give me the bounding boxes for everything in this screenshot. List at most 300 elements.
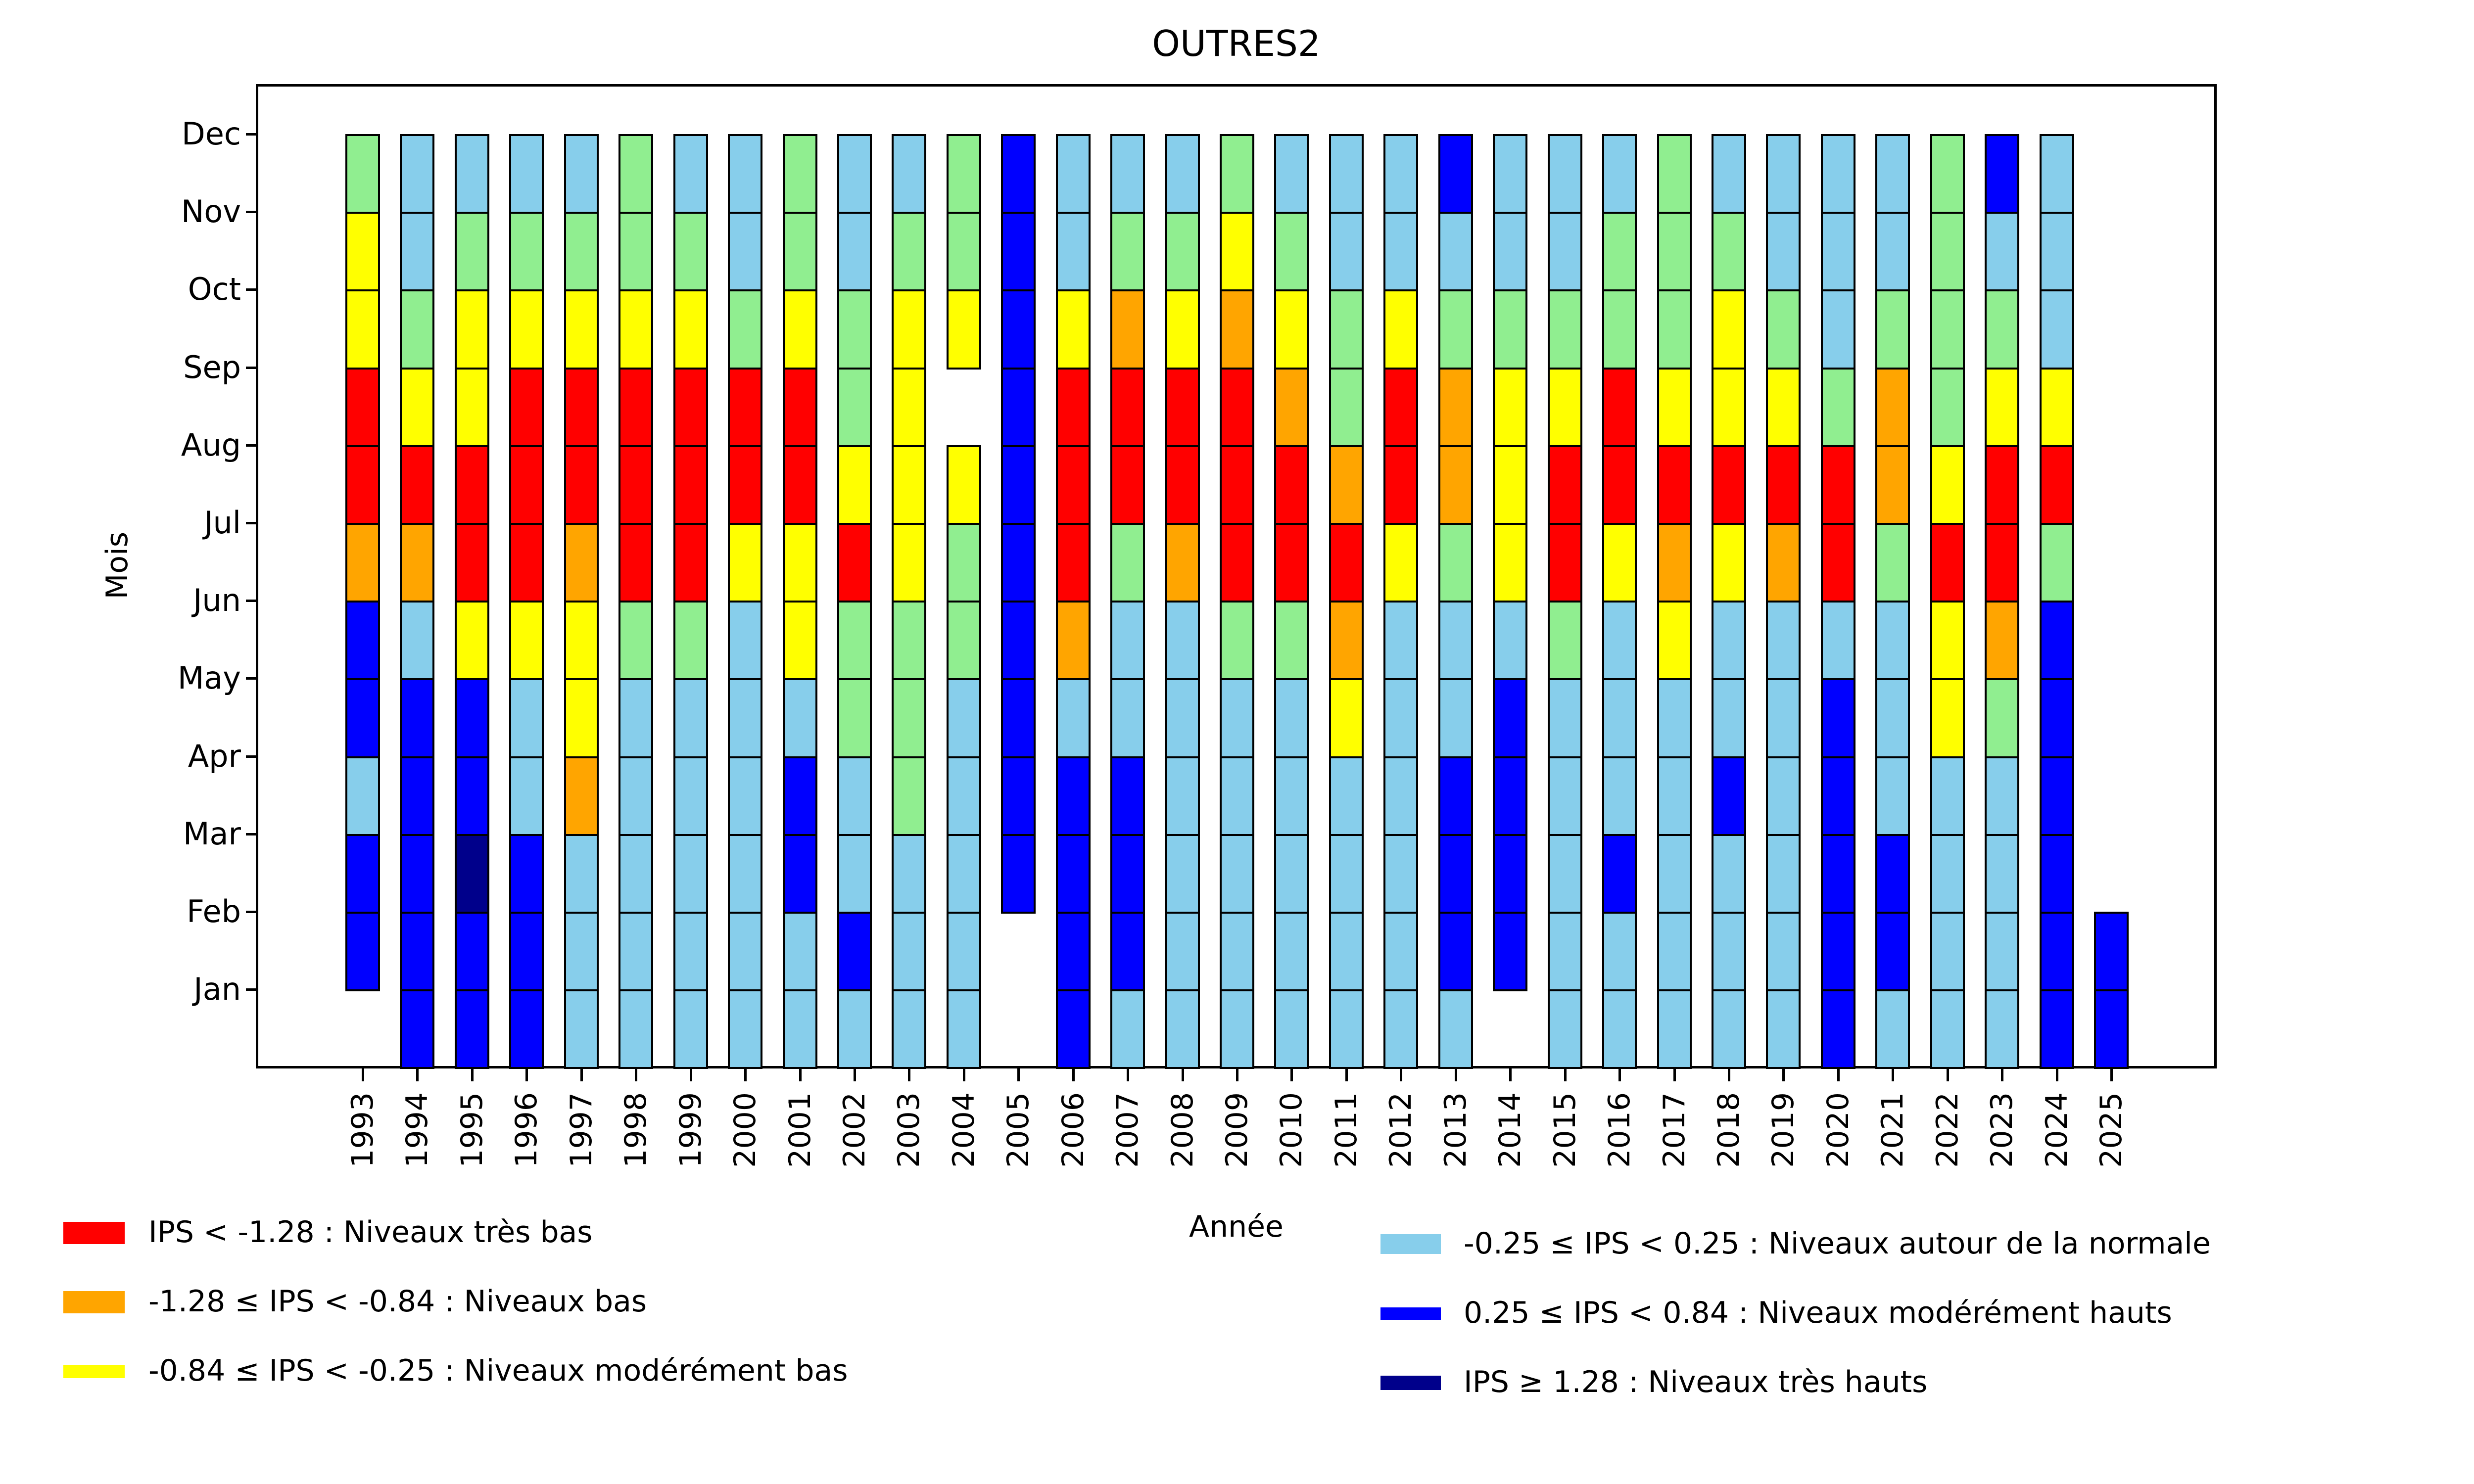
heatmap-cell (1056, 834, 1091, 914)
heatmap-cell (1274, 834, 1309, 914)
heatmap-cell (673, 601, 708, 680)
heatmap-cell (455, 134, 489, 214)
heatmap-cell (509, 912, 544, 991)
heatmap-cell (1110, 678, 1145, 758)
heatmap-cell (1985, 756, 2019, 836)
heatmap-cell (345, 212, 380, 291)
y-tick (246, 911, 256, 913)
heatmap-cell (892, 834, 926, 914)
heatmap-cell (1766, 912, 1801, 991)
x-tick (1564, 1068, 1567, 1081)
heatmap-cell (345, 523, 380, 603)
heatmap-cell (618, 134, 653, 214)
heatmap-cell (1821, 368, 1856, 447)
heatmap-cell (1001, 368, 1036, 447)
heatmap-cell (564, 989, 599, 1069)
heatmap-cell (400, 989, 434, 1069)
year-tick-label: 2007 (1110, 1092, 1145, 1168)
heatmap-cell (1657, 368, 1692, 447)
heatmap-cell (1712, 445, 1746, 525)
heatmap-cell (2040, 678, 2074, 758)
x-tick (1947, 1068, 1949, 1081)
heatmap-cell (1657, 212, 1692, 291)
x-tick (1182, 1068, 1184, 1081)
heatmap-cell (1329, 368, 1364, 447)
y-tick (246, 367, 256, 369)
heatmap-cell (1985, 912, 2019, 991)
heatmap-cell (618, 834, 653, 914)
heatmap-cell (947, 834, 981, 914)
month-tick-label: Oct (188, 271, 241, 308)
heatmap-cell (1383, 756, 1418, 836)
legend-swatch-tb-icon (63, 1222, 125, 1244)
heatmap-cell (618, 989, 653, 1069)
heatmap-cell (1930, 134, 1965, 214)
heatmap-cell (2040, 756, 2074, 836)
year-tick-label: 1996 (509, 1092, 544, 1168)
heatmap-cell (1985, 834, 2019, 914)
heatmap-cell (1165, 601, 1200, 680)
heatmap-cell (1329, 756, 1364, 836)
heatmap-cell (837, 601, 872, 680)
heatmap-cell (728, 212, 762, 291)
heatmap-cell (1930, 678, 1965, 758)
heatmap-cell (728, 601, 762, 680)
heatmap-cell (400, 834, 434, 914)
x-tick (799, 1068, 802, 1081)
heatmap-cell (400, 678, 434, 758)
heatmap-cell (400, 445, 434, 525)
heatmap-cell (1001, 289, 1036, 369)
heatmap-cell (455, 523, 489, 603)
heatmap-cell (1056, 445, 1091, 525)
heatmap-cell (837, 834, 872, 914)
heatmap-cell (892, 601, 926, 680)
heatmap-cell (345, 601, 380, 680)
month-tick-label: Jul (204, 505, 241, 541)
heatmap-cell (1875, 523, 1910, 603)
heatmap-cell (1110, 289, 1145, 369)
heatmap-cell (837, 368, 872, 447)
y-tick (246, 211, 256, 213)
heatmap-cell (783, 134, 817, 214)
heatmap-cell (1821, 134, 1856, 214)
year-tick-label: 1995 (454, 1092, 489, 1168)
legend-swatch-n-icon (1380, 1234, 1441, 1254)
heatmap-cell (1165, 212, 1200, 291)
heatmap-cell (455, 445, 489, 525)
heatmap-cell (947, 989, 981, 1069)
heatmap-cell (455, 601, 489, 680)
heatmap-cell (1930, 834, 1965, 914)
x-tick (1782, 1068, 1785, 1081)
heatmap-cell (1438, 756, 1473, 836)
heatmap-cell (728, 756, 762, 836)
heatmap-cell (509, 368, 544, 447)
heatmap-cell (618, 212, 653, 291)
heatmap-cell (1220, 912, 1254, 991)
year-tick-label: 2018 (1712, 1092, 1746, 1168)
heatmap-cell (1438, 989, 1473, 1069)
heatmap-cell (673, 756, 708, 836)
heatmap-cell (947, 601, 981, 680)
heatmap-cell (1930, 368, 1965, 447)
heatmap-cell (1602, 289, 1637, 369)
legend-swatch-mh-icon (1380, 1307, 1441, 1320)
heatmap-cell (1110, 756, 1145, 836)
heatmap-cell (837, 289, 872, 369)
heatmap-cell (783, 289, 817, 369)
heatmap-cell (1821, 445, 1856, 525)
x-tick (1017, 1068, 1020, 1081)
heatmap-cell (618, 912, 653, 991)
heatmap-cell (673, 212, 708, 291)
month-tick-label: May (177, 660, 241, 696)
heatmap-cell (892, 678, 926, 758)
heatmap-cell (892, 134, 926, 214)
heatmap-cell (1875, 601, 1910, 680)
heatmap-cell (1220, 289, 1254, 369)
heatmap-cell (455, 678, 489, 758)
heatmap-cell (837, 756, 872, 836)
heatmap-cell (1766, 834, 1801, 914)
heatmap-cell (728, 523, 762, 603)
heatmap-cell (673, 368, 708, 447)
x-tick (1892, 1068, 1894, 1081)
heatmap-cell (892, 445, 926, 525)
heatmap-cell (345, 134, 380, 214)
heatmap-cell (1274, 989, 1309, 1069)
heatmap-cell (1383, 134, 1418, 214)
heatmap-cell (345, 289, 380, 369)
year-tick-label: 2014 (1493, 1092, 1528, 1168)
heatmap-cell (400, 212, 434, 291)
heatmap-cell (1329, 989, 1364, 1069)
x-tick (635, 1068, 637, 1081)
heatmap-cell (345, 678, 380, 758)
heatmap-cell (400, 523, 434, 603)
heatmap-cell (1602, 368, 1637, 447)
heatmap-cell (783, 989, 817, 1069)
heatmap-cell (564, 289, 599, 369)
legend-label: 0.25 ≤ IPS < 0.84 : Niveaux modérément hauts (1464, 1296, 2172, 1330)
heatmap-cell (1657, 289, 1692, 369)
heatmap-cell (1602, 756, 1637, 836)
year-tick-label: 2011 (1329, 1092, 1364, 1168)
heatmap-cell (1165, 523, 1200, 603)
heatmap-cell (1821, 523, 1856, 603)
heatmap-cell (2040, 601, 2074, 680)
heatmap-cell (1985, 989, 2019, 1069)
heatmap-cell (947, 678, 981, 758)
heatmap-cell (837, 212, 872, 291)
heatmap-cell (1657, 523, 1692, 603)
heatmap-cell (1165, 445, 1200, 525)
heatmap-cell (1056, 912, 1091, 991)
heatmap-cell (1329, 912, 1364, 991)
heatmap-cell (837, 445, 872, 525)
y-tick (246, 133, 256, 136)
heatmap-cell (1875, 289, 1910, 369)
heatmap-cell (1493, 523, 1527, 603)
year-tick-label: 2005 (1001, 1092, 1036, 1168)
heatmap-cell (1165, 678, 1200, 758)
heatmap-cell (892, 523, 926, 603)
heatmap-cell (1548, 989, 1582, 1069)
heatmap-cell (1056, 756, 1091, 836)
heatmap-cell (783, 445, 817, 525)
heatmap-cell (618, 678, 653, 758)
heatmap-cell (509, 445, 544, 525)
year-tick-label: 2017 (1657, 1092, 1692, 1168)
month-tick-label: Jun (193, 582, 241, 619)
heatmap-cell (1165, 134, 1200, 214)
heatmap-cell (1056, 289, 1091, 369)
heatmap-cell (1985, 523, 2019, 603)
heatmap-cell (1056, 368, 1091, 447)
heatmap-cell (1110, 134, 1145, 214)
heatmap-cell (1110, 445, 1145, 525)
heatmap-cell (1985, 368, 2019, 447)
y-tick (246, 988, 256, 991)
heatmap-cell (1001, 756, 1036, 836)
heatmap-cell (728, 445, 762, 525)
heatmap-cell (400, 289, 434, 369)
heatmap-cell (947, 912, 981, 991)
heatmap-cell (1821, 912, 1856, 991)
heatmap-cell (1438, 368, 1473, 447)
heatmap-cell (1056, 678, 1091, 758)
year-tick-label: 2013 (1438, 1092, 1473, 1168)
heatmap-cell (1438, 912, 1473, 991)
heatmap-cell (1766, 368, 1801, 447)
heatmap-cell (1220, 134, 1254, 214)
heatmap-cell (673, 678, 708, 758)
heatmap-cell (1548, 368, 1582, 447)
heatmap-cell (1110, 523, 1145, 603)
x-tick (1127, 1068, 1129, 1081)
year-tick-label: 1997 (564, 1092, 599, 1168)
x-tick (1728, 1068, 1730, 1081)
heatmap-cell (1056, 134, 1091, 214)
x-tick (908, 1068, 910, 1081)
heatmap-cell (1930, 445, 1965, 525)
heatmap-cell (1110, 368, 1145, 447)
heatmap-cell (1548, 834, 1582, 914)
x-tick (1673, 1068, 1676, 1081)
heatmap-cell (2040, 834, 2074, 914)
heatmap-cell (455, 368, 489, 447)
heatmap-cell (564, 134, 599, 214)
heatmap-cell (618, 601, 653, 680)
heatmap-cell (564, 834, 599, 914)
heatmap-cell (728, 289, 762, 369)
heatmap-cell (1383, 445, 1418, 525)
x-tick (744, 1068, 747, 1081)
month-tick-label: Dec (182, 116, 241, 152)
year-tick-label: 1998 (618, 1092, 654, 1168)
heatmap-cell (1657, 678, 1692, 758)
y-tick (246, 677, 256, 680)
heatmap-cell (1930, 601, 1965, 680)
heatmap-cell (1493, 756, 1527, 836)
heatmap-cell (1985, 289, 2019, 369)
heatmap-cell (1329, 212, 1364, 291)
heatmap-cell (1001, 134, 1036, 214)
heatmap-cell (1383, 989, 1418, 1069)
heatmap-cell (1274, 368, 1309, 447)
heatmap-cell (345, 834, 380, 914)
heatmap-cell (345, 756, 380, 836)
heatmap-cell (2040, 134, 2074, 214)
y-tick (246, 444, 256, 447)
year-tick-label: 2001 (782, 1092, 817, 1168)
heatmap-cell (728, 678, 762, 758)
heatmap-cell (1766, 523, 1801, 603)
month-tick-label: Sep (183, 349, 241, 385)
heatmap-cell (783, 368, 817, 447)
heatmap-cell (455, 989, 489, 1069)
heatmap-cell (1383, 368, 1418, 447)
heatmap-cell (1602, 989, 1637, 1069)
heatmap-cell (1274, 678, 1309, 758)
heatmap-cell (673, 523, 708, 603)
x-tick (1290, 1068, 1293, 1081)
heatmap-cell (509, 523, 544, 603)
year-tick-label: 2010 (1274, 1092, 1309, 1168)
heatmap-cell (1930, 912, 1965, 991)
heatmap-cell (1165, 989, 1200, 1069)
heatmap-cell (947, 289, 981, 369)
heatmap-cell (509, 134, 544, 214)
heatmap-cell (1657, 989, 1692, 1069)
heatmap-cell (618, 289, 653, 369)
heatmap-cell (783, 523, 817, 603)
heatmap-cell (618, 756, 653, 836)
year-tick-label: 2008 (1165, 1092, 1200, 1168)
heatmap-cell (1875, 212, 1910, 291)
heatmap-cell (564, 445, 599, 525)
heatmap-cell (1274, 289, 1309, 369)
heatmap-cell (728, 989, 762, 1069)
month-tick-label: Jan (193, 971, 241, 1008)
x-tick (2110, 1068, 2113, 1081)
legend-label: -0.25 ≤ IPS < 0.25 : Niveaux autour de la normale (1464, 1226, 2211, 1261)
heatmap-cell (1821, 989, 1856, 1069)
heatmap-cell (1383, 912, 1418, 991)
heatmap-cell (1821, 834, 1856, 914)
heatmap-cell (1001, 212, 1036, 291)
heatmap-cell (1110, 834, 1145, 914)
heatmap-cell (783, 212, 817, 291)
heatmap-cell (1712, 678, 1746, 758)
x-tick (1345, 1068, 1348, 1081)
heatmap-cell (1712, 912, 1746, 991)
heatmap-cell (2040, 445, 2074, 525)
heatmap-cell (455, 212, 489, 291)
month-tick-label: Aug (181, 426, 241, 463)
year-tick-label: 2009 (1220, 1092, 1255, 1168)
heatmap-cell (673, 289, 708, 369)
heatmap-cell (1875, 368, 1910, 447)
heatmap-cell (1602, 912, 1637, 991)
heatmap-cell (1001, 834, 1036, 914)
heatmap-cell (509, 834, 544, 914)
heatmap-cell (783, 678, 817, 758)
heatmap-cell (400, 368, 434, 447)
heatmap-cell (1712, 756, 1746, 836)
heatmap-cell (1875, 834, 1910, 914)
heatmap-cell (1383, 523, 1418, 603)
legend-label: IPS < -1.28 : Niveaux très bas (148, 1215, 593, 1250)
x-tick (2056, 1068, 2058, 1081)
heatmap-cell (1821, 289, 1856, 369)
heatmap-cell (1930, 212, 1965, 291)
x-tick (1072, 1068, 1075, 1081)
heatmap-cell (892, 289, 926, 369)
heatmap-cell (1875, 445, 1910, 525)
heatmap-cell (564, 523, 599, 603)
heatmap-cell (618, 445, 653, 525)
heatmap-cell (1438, 523, 1473, 603)
heatmap-cell (1220, 368, 1254, 447)
heatmap-cell (1766, 601, 1801, 680)
heatmap-cell (1493, 678, 1527, 758)
heatmap-cell (1220, 601, 1254, 680)
heatmap-cell (1001, 601, 1036, 680)
heatmap-cell (1548, 134, 1582, 214)
heatmap-cell (1766, 756, 1801, 836)
heatmap-cell (1875, 134, 1910, 214)
heatmap-cell (1657, 912, 1692, 991)
year-tick-label: 2016 (1602, 1092, 1637, 1168)
heatmap-cell (1766, 678, 1801, 758)
heatmap-cell (1712, 368, 1746, 447)
heatmap-cell (455, 834, 489, 914)
year-tick-label: 2025 (2094, 1092, 2129, 1168)
year-tick-label: 2021 (1875, 1092, 1910, 1168)
heatmap-cell (2094, 912, 2129, 991)
heatmap-cell (1821, 212, 1856, 291)
heatmap-cell (1110, 601, 1145, 680)
heatmap-cell (673, 989, 708, 1069)
heatmap-cell (1875, 989, 1910, 1069)
heatmap-cell (1657, 134, 1692, 214)
year-tick-label: 2002 (837, 1092, 872, 1168)
year-tick-label: 2004 (946, 1092, 981, 1168)
heatmap-cell (947, 212, 981, 291)
heatmap-cell (1548, 445, 1582, 525)
heatmap-cell (618, 368, 653, 447)
y-tick (246, 600, 256, 602)
x-tick (525, 1068, 528, 1081)
heatmap-cell (1985, 212, 2019, 291)
heatmap-cell (509, 601, 544, 680)
heatmap-cell (1548, 601, 1582, 680)
heatmap-cell (728, 134, 762, 214)
heatmap-cell (1985, 134, 2019, 214)
heatmap-cell (455, 912, 489, 991)
heatmap-cell (1766, 212, 1801, 291)
heatmap-cell (837, 134, 872, 214)
legend-swatch-th-icon (1380, 1376, 1441, 1390)
heatmap-cell (837, 912, 872, 991)
heatmap-cell (1001, 678, 1036, 758)
heatmap-cell (1329, 445, 1364, 525)
x-tick (963, 1068, 965, 1081)
heatmap-cell (1274, 523, 1309, 603)
heatmap-cell (1657, 601, 1692, 680)
